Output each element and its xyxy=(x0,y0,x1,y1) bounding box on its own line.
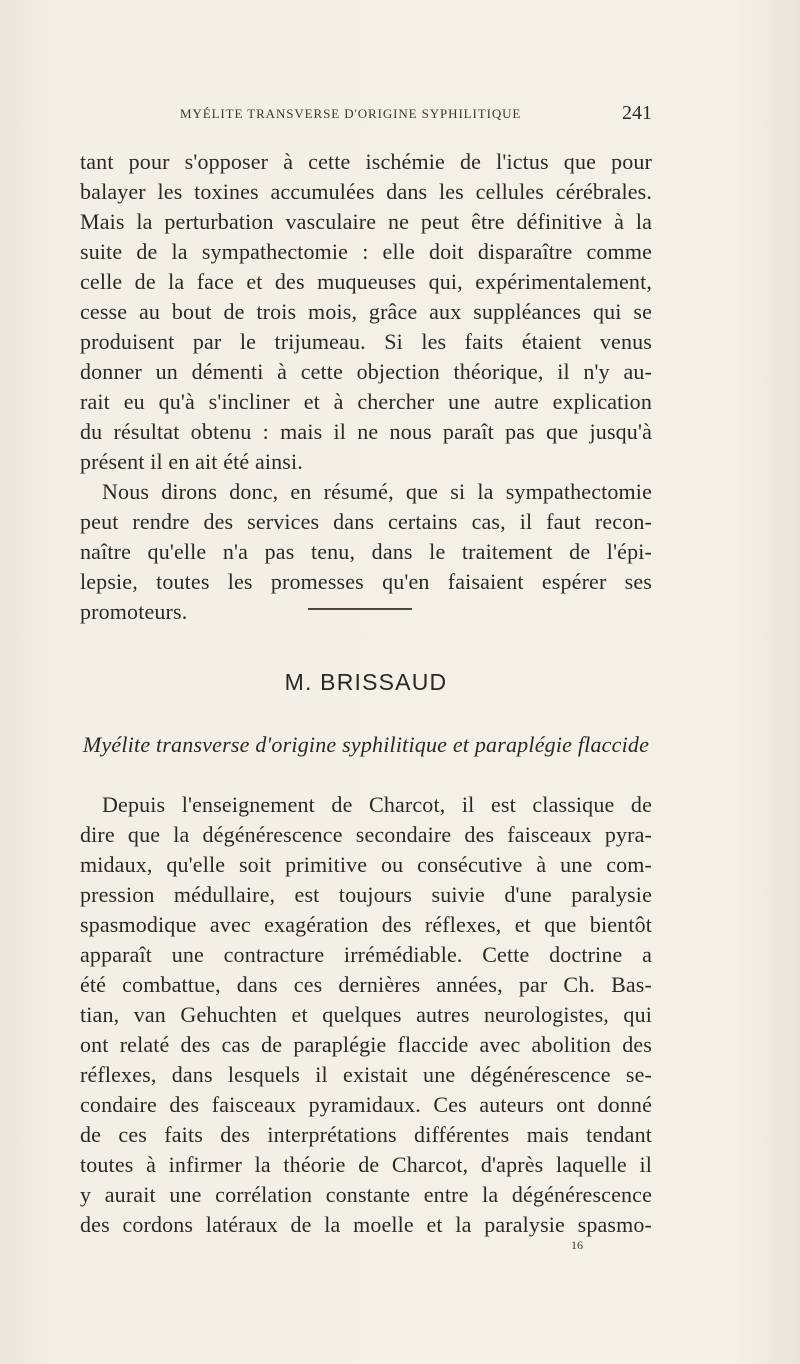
body-line: de ces faits des interprétations différentes mais tendant xyxy=(80,1122,652,1147)
body-line: celle de la face et des muqueuses qui, expérimentalement, xyxy=(80,269,652,294)
body-line: produisent par le trijumeau. Si les faits étaient venus xyxy=(80,329,652,354)
section-divider xyxy=(308,608,412,610)
body-line: été combattue, dans ces dernières années, par Ch. Bas- xyxy=(80,972,652,997)
body-line: tian, van Gehuchten et quelques autres neurologistes, qui xyxy=(80,1002,652,1027)
body-line: réflexes, dans lesquels il existait une dégénérescence se- xyxy=(80,1062,652,1087)
body-line: apparaît une contracture irrémédiable. Cette doctrine a xyxy=(80,942,652,967)
running-title: MYÉLITE TRANSVERSE D'ORIGINE SYPHILITIQUE xyxy=(180,106,522,121)
body-line: promoteurs. xyxy=(80,599,188,624)
body-line: du résultat obtenu : mais il ne nous paraît pas que jusqu'à xyxy=(80,419,652,444)
body-line: lepsie, toutes les promesses qu'en faisaient espérer ses xyxy=(80,569,652,594)
body-line: des cordons latéraux de la moelle et la paralysie spasmo- xyxy=(80,1212,652,1237)
body-line: tant pour s'opposer à cette ischémie de l'ictus que pour xyxy=(80,149,652,174)
body-line: Nous dirons donc, en résumé, que si la sympathectomie xyxy=(102,479,652,504)
page-header xyxy=(80,104,652,128)
body-line: Depuis l'enseignement de Charcot, il est classique de xyxy=(102,792,652,817)
body-line: naître qu'elle n'a pas tenu, dans le traitement de l'épi- xyxy=(80,539,652,564)
body-line: rait eu qu'à s'incliner et à chercher une autre explication xyxy=(80,389,652,414)
body-line: condaire des faisceaux pyramidaux. Ces auteurs ont donné xyxy=(80,1092,652,1117)
body-line: dire que la dégénérescence secondaire des faisceaux pyra- xyxy=(80,822,652,847)
author-heading: M. BRISSAUD xyxy=(284,669,448,695)
body-line: spasmodique avec exagération des réflexes, et que bientôt xyxy=(80,912,652,937)
body-line: Mais la perturbation vasculaire ne peut être définitive à la xyxy=(80,209,652,234)
body-line: présent il en ait été ainsi. xyxy=(80,449,303,474)
article-title: Myélite transverse d'origine syphilitique et paraplégie flaccide xyxy=(82,732,650,757)
body-line: midaux, qu'elle soit primitive ou consécutive à une com- xyxy=(80,852,652,877)
body-line: toutes à infirmer la théorie de Charcot, d'après laquelle il xyxy=(80,1152,652,1177)
body-line: donner un démenti à cette objection théorique, il n'y au- xyxy=(80,359,652,384)
body-line: peut rendre des services dans certains cas, il faut recon- xyxy=(80,509,652,534)
body-line: suite de la sympathectomie : elle doit disparaître comme xyxy=(80,239,652,264)
body-line: cesse au bout de trois mois, grâce aux suppléances qui se xyxy=(80,299,652,324)
body-line: pression médullaire, est toujours suivie d'une paralysie xyxy=(80,882,652,907)
body-line: ont relaté des cas de paraplégie flaccide avec abolition des xyxy=(80,1032,652,1057)
page-number: 241 xyxy=(622,102,652,124)
body-line: y aurait une corrélation constante entre la dégénérescence xyxy=(80,1182,652,1207)
body-line: balayer les toxines accumulées dans les cellules cérébrales. xyxy=(80,179,652,204)
signature-mark: 16 xyxy=(571,1238,583,1252)
